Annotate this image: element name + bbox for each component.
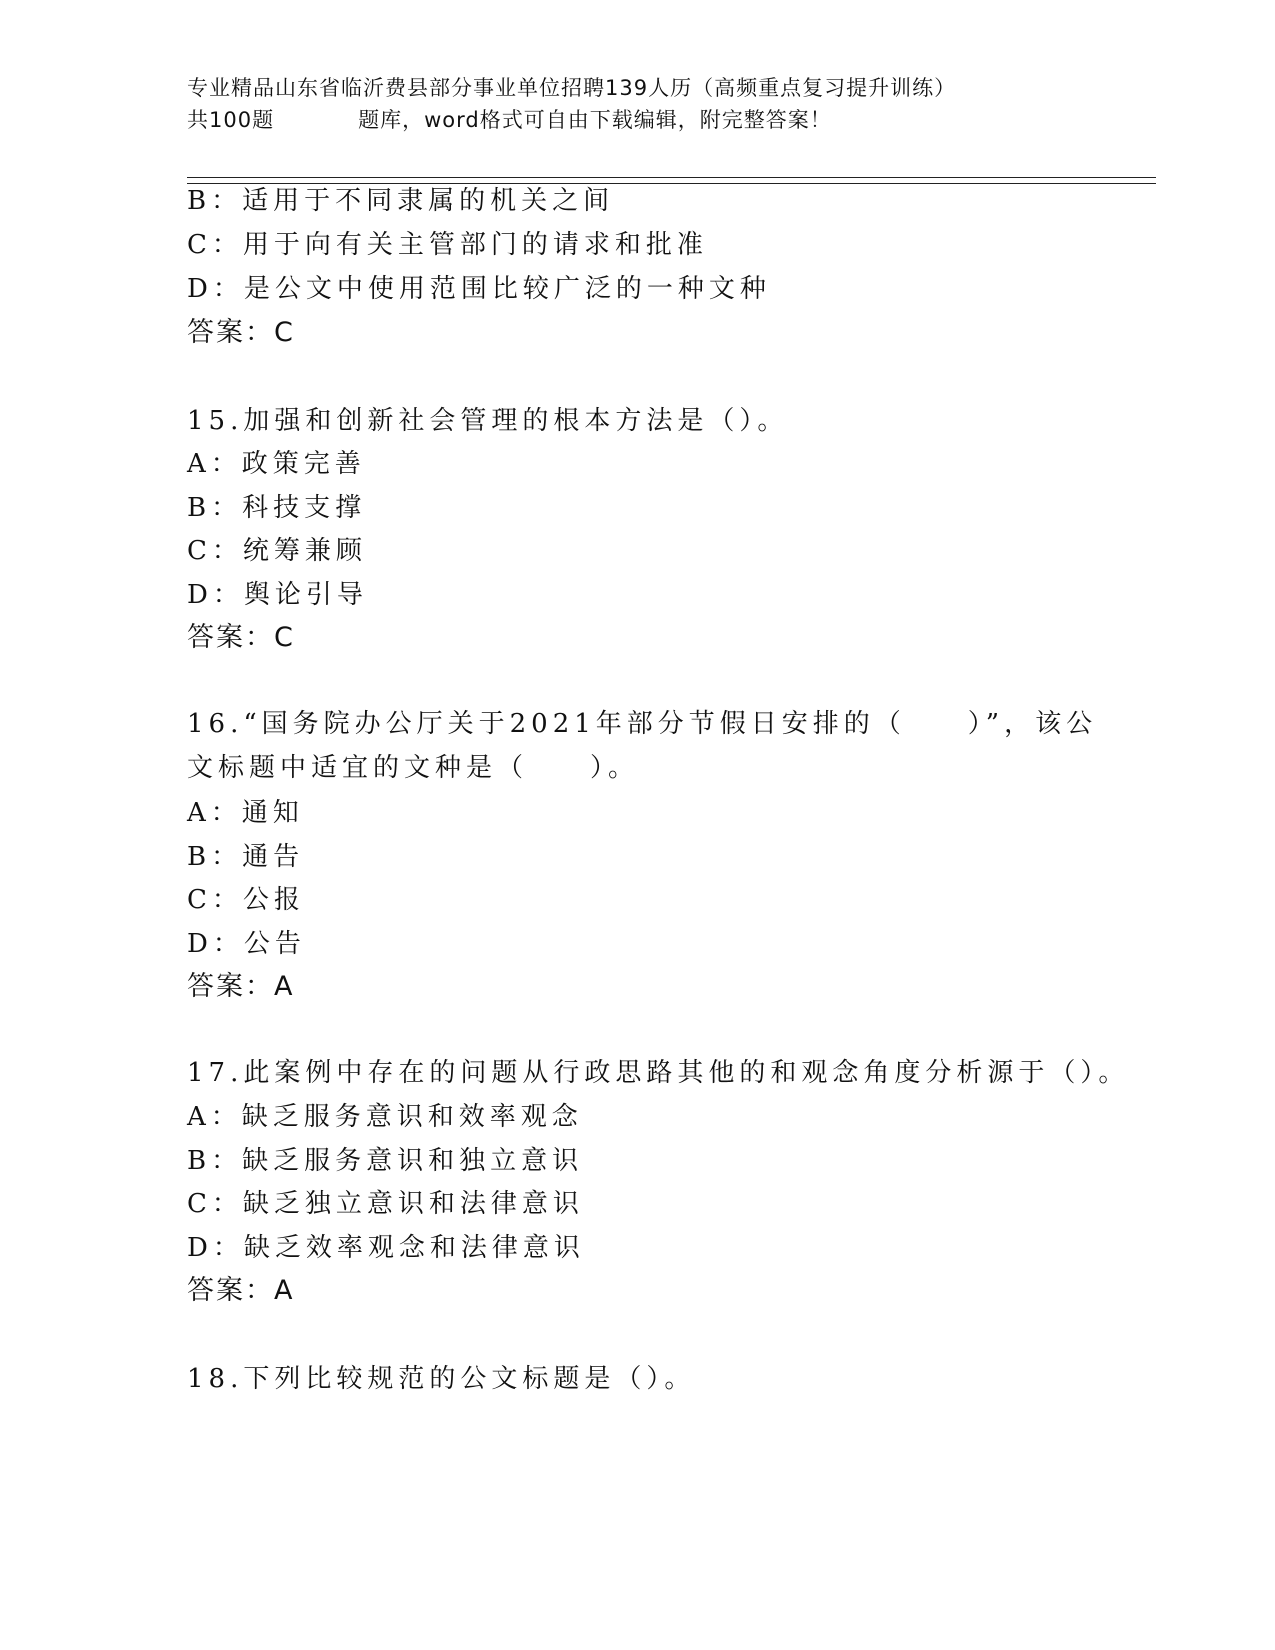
q16-answer: 答案：A [187,971,295,1002]
q15-option-c: C：统筹兼顾 [187,536,367,566]
q15-option-d: D：舆论引导 [187,580,368,610]
prev-option-d: D：是公文中使用范围比较广泛的一种文种 [187,274,771,304]
q16-stem-line1: 16.“国务院办公厅关于2021年部分节假日安排的（ ）”，该公 [187,709,1098,739]
q17-option-d: D：缺乏效率观念和法律意识 [187,1233,585,1263]
q17-option-a: A：缺乏服务意识和效率观念 [187,1102,583,1132]
header-title-line: 专业精品山东省临沂费县部分事业单位招聘139人历（高频重点复习提升训练） [187,76,957,100]
q18-stem: 18.下列比较规范的公文标题是（）。 [187,1364,696,1394]
q17-stem: 17.此案例中存在的问题从行政思路其他的和观念角度分析源于（）。 [187,1058,1130,1088]
q17-answer: 答案：A [187,1275,295,1306]
q16-option-c: C：公报 [187,885,305,915]
header-subtitle-line [187,104,1087,136]
document-header [187,72,1087,136]
q16-option-b: B：通告 [187,842,305,872]
q15-option-a: A：政策完善 [187,449,366,479]
q16-stem-line2: 文标题中适宜的文种是（ ）。 [187,753,640,783]
header-description: 题库，word格式可自由下载编辑，附完整答案！ [358,108,832,132]
header-divider-top [187,177,1156,178]
q16-option-a: A：通知 [187,798,304,828]
q15-option-b: B：科技支撑 [187,493,367,523]
q17-option-b: B：缺乏服务意识和独立意识 [187,1146,584,1176]
q15-answer: 答案：C [187,622,295,653]
q15-stem: 15.加强和创新社会管理的根本方法是（）。 [187,406,789,436]
prev-option-b: B：适用于不同隶属的机关之间 [187,186,615,216]
header-question-count: 共100题 [187,108,275,132]
prev-option-c: C：用于向有关主管部门的请求和批准 [187,230,708,260]
prev-answer: 答案：C [187,317,295,348]
q16-option-d: D：公告 [187,929,306,959]
q17-option-c: C：缺乏独立意识和法律意识 [187,1189,584,1219]
